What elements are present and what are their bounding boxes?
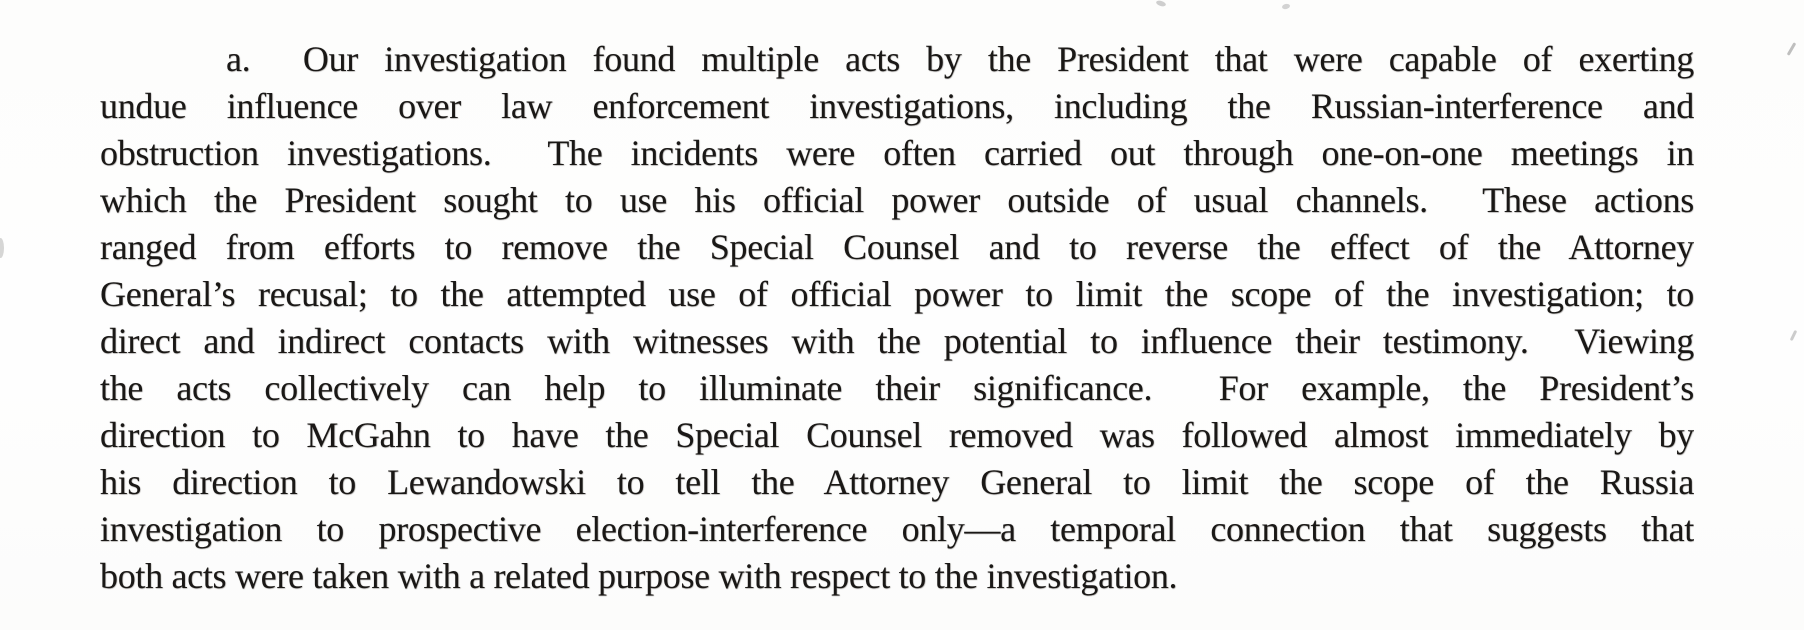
scan-speck [1282,3,1291,10]
text-line: which the President sought to use his official power outside of usual channels. These actions [100,180,1694,220]
text-line: undue influence over law enforcement investigations, including the Russian-interference and [100,86,1694,126]
text-line: obstruction investigations. The incidents were often carried out through one-on-one meetings in [100,133,1694,173]
text-line: direction to McGahn to have the Special Counsel removed was followed almost immediately by [100,415,1694,455]
paragraph-block [100,36,1694,600]
text-line: a. Our investigation found multiple acts by the President that were capable of exerting [226,39,1694,79]
text-line: investigation to prospective election-interference only—a temporal connection that suggests that [100,509,1694,549]
text-line: both acts were taken with a related purpose with respect to the investigation. [100,556,1178,596]
text-line: ranged from efforts to remove the Special Counsel and to reverse the effect of the Attorney [100,227,1694,267]
scan-edge-smudge [0,238,4,258]
scan-edge-tick [1790,330,1798,341]
text-line: the acts collectively can help to illuminate their significance. For example, the President’s [100,368,1694,408]
text-line: General’s recusal; to the attempted use of official power to limit the scope of the investigation; to [100,274,1694,314]
scan-edge-tick [1787,42,1797,56]
text-line: his direction to Lewandowski to tell the Attorney General to limit the scope of the Russia [100,462,1694,502]
text-line: direct and indirect contacts with witnesses with the potential to influence their testimony. Viewing [100,321,1694,361]
scan-speck [1155,0,1166,7]
